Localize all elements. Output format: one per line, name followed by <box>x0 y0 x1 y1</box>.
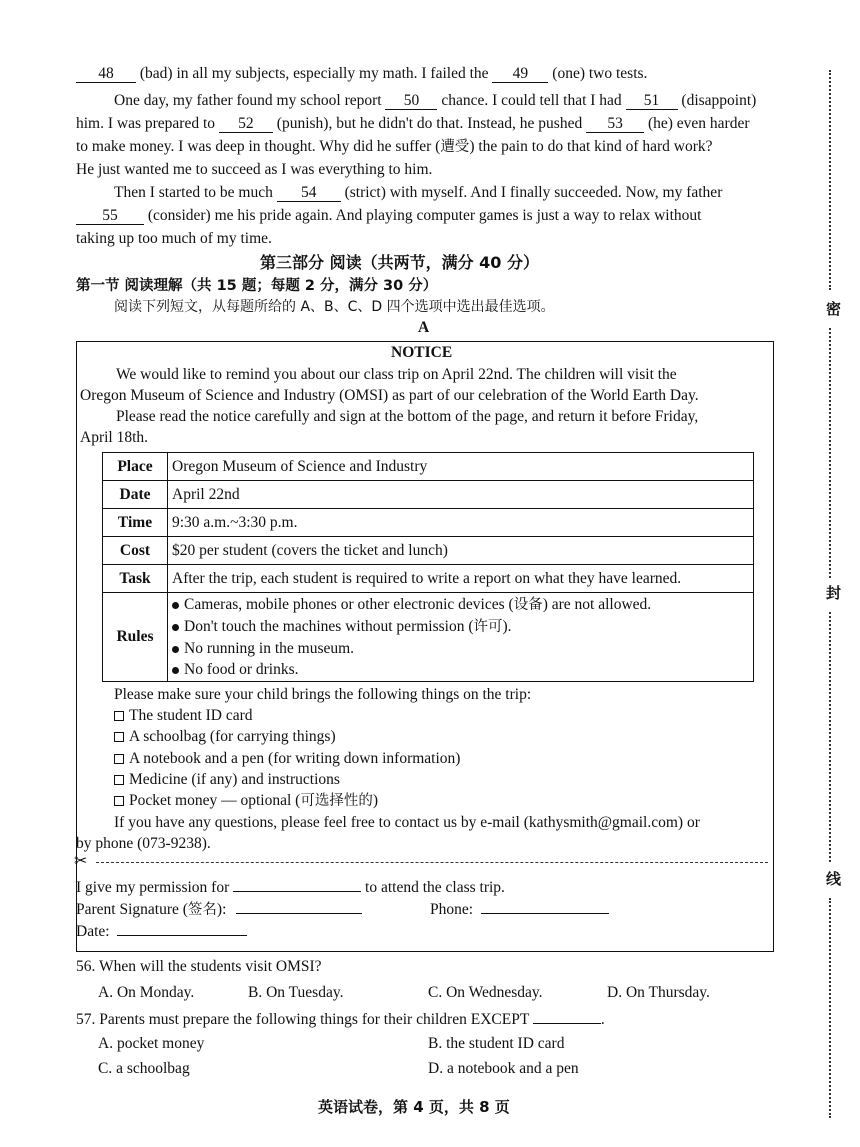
contact-line-b: by phone (073-9238). <box>76 835 211 852</box>
seal-mark-mi: 密 <box>826 300 842 318</box>
task-value: After the trip, each student is required to write a report on what they have learned. <box>168 565 754 593</box>
q56-option-b[interactable]: B. On Tuesday. <box>248 984 344 1001</box>
table-row <box>103 481 754 509</box>
rule-item: Don't touch the machines without permission (许可). <box>172 616 749 638</box>
question-56: 56. When will the students visit OMSI? <box>76 958 322 975</box>
cost-header: Cost <box>103 537 168 565</box>
blank-51[interactable]: 51 <box>626 93 678 110</box>
para-line-7: 55 (consider) me his pride again. And playing computer games is just a way to relax without <box>76 206 701 226</box>
para-line-4: to make money. I was deep in thought. Why did he suffer (遭受) the pain to do that kind of hard work? <box>76 138 713 155</box>
q56-option-a[interactable]: A. On Monday. <box>98 984 195 1001</box>
rule-item: No food or drinks. <box>172 659 749 680</box>
checklist-item: A schoolbag (for carrying things) <box>114 727 336 747</box>
binding-dotted-line <box>829 898 833 1118</box>
checkbox-icon <box>114 754 124 764</box>
date-line: Date: <box>76 922 247 942</box>
section-subtitle: 第一节 阅读理解（共 15 题；每题 2 分，满分 30 分） <box>76 278 438 294</box>
table-row <box>103 453 754 481</box>
bullet-icon <box>172 667 179 674</box>
blank-48[interactable]: 48 <box>76 66 136 83</box>
table-row <box>103 593 754 682</box>
para-line-8: taking up too much of my time. <box>76 230 272 247</box>
q56-option-c[interactable]: C. On Wednesday. <box>428 984 543 1001</box>
rule-item: No running in the museum. <box>172 638 749 659</box>
table-row <box>103 509 754 537</box>
cut-line <box>96 862 768 863</box>
place-header: Place <box>103 453 168 481</box>
date-value: April 22nd <box>168 481 754 509</box>
time-header: Time <box>103 509 168 537</box>
q57-option-a[interactable]: A. pocket money <box>98 1035 205 1052</box>
seal-mark-xian: 线 <box>826 870 842 888</box>
phone-field[interactable] <box>481 913 609 914</box>
bullet-icon <box>172 602 179 609</box>
bullet-icon <box>172 646 179 653</box>
place-value: Oregon Museum of Science and Industry <box>168 453 754 481</box>
trip-info-table <box>102 452 754 682</box>
blank-53[interactable]: 53 <box>586 116 644 133</box>
passage-label: A <box>418 319 430 336</box>
phone-line: Phone: <box>430 900 609 920</box>
contact-line-a: If you have any questions, please feel free to contact us by e-mail (kathysmith@gmail.com) or <box>114 814 700 831</box>
blank-55[interactable]: 55 <box>76 208 144 225</box>
checklist-item: Pocket money — optional (可选择性的) <box>114 791 378 811</box>
cost-value: $20 per student (covers the ticket and lunch) <box>168 537 754 565</box>
checklist-item: The student ID card <box>114 706 253 726</box>
checkbox-icon <box>114 732 124 742</box>
signature-field[interactable] <box>236 913 362 914</box>
blank-52[interactable]: 52 <box>219 116 273 133</box>
binding-dotted-line <box>829 612 833 862</box>
notice-para-1b: Oregon Museum of Science and Industry (OMSI) as part of our celebration of the World Earth Day. <box>80 387 699 404</box>
para-line-5: He just wanted me to succeed as I was everything to him. <box>76 161 433 178</box>
checklist-item: Medicine (if any) and instructions <box>114 770 340 790</box>
binding-dotted-line <box>829 328 833 578</box>
table-row <box>103 537 754 565</box>
rules-value <box>168 593 754 682</box>
section-title: 第三部分 阅读（共两节，满分 40 分） <box>260 253 539 272</box>
notice-para-1a: We would like to remind you about our class trip on April 22nd. The children will visit the <box>116 366 677 383</box>
para-line-1: 48 (bad) in all my subjects, especially my math. I failed the 49 (one) two tests. <box>76 64 647 84</box>
checkbox-icon <box>114 775 124 785</box>
table-row <box>103 565 754 593</box>
date-header: Date <box>103 481 168 509</box>
blank-49[interactable]: 49 <box>492 66 548 83</box>
bring-intro: Please make sure your child brings the following things on the trip: <box>114 686 532 703</box>
notice-para-2b: April 18th. <box>80 429 149 446</box>
blank-54[interactable]: 54 <box>277 185 341 202</box>
q57-answer-blank[interactable] <box>533 1023 601 1024</box>
task-header: Task <box>103 565 168 593</box>
page-footer: 英语试卷，第 4 页，共 8 页 <box>318 1098 510 1116</box>
q57-option-d[interactable]: D. a notebook and a pen <box>428 1060 579 1077</box>
scissors-icon: ✂ <box>74 851 88 870</box>
checklist-item: A notebook and a pen (for writing down information) <box>114 749 460 769</box>
child-name-field[interactable] <box>233 891 361 892</box>
q57-option-c[interactable]: C. a schoolbag <box>98 1060 190 1077</box>
signature-line: Parent Signature (签名): <box>76 900 362 920</box>
q57-option-b[interactable]: B. the student ID card <box>428 1035 565 1052</box>
section-instruction: 阅读下列短文，从每题所给的 A、B、C、D 四个选项中选出最佳选项。 <box>114 299 555 315</box>
checkbox-icon <box>114 796 124 806</box>
question-57: 57. Parents must prepare the following things for their children EXCEPT . <box>76 1011 605 1028</box>
bullet-icon <box>172 624 179 631</box>
rule-item: Cameras, mobile phones or other electronic devices (设备) are not allowed. <box>172 594 749 616</box>
checkbox-icon <box>114 711 124 721</box>
notice-title: NOTICE <box>391 344 453 361</box>
seal-mark-feng: 封 <box>826 584 842 602</box>
date-field[interactable] <box>117 935 247 936</box>
q56-option-d[interactable]: D. On Thursday. <box>607 984 710 1001</box>
para-line-6: Then I started to be much 54 (strict) with myself. And I finally succeeded. Now, my father <box>114 184 723 201</box>
binding-dotted-line <box>829 70 833 290</box>
time-value: 9:30 a.m.~3:30 p.m. <box>168 509 754 537</box>
para-line-3: him. I was prepared to 52 (punish), but he didn't do that. Instead, he pushed 53 (he) even harder <box>76 115 750 132</box>
para-line-2: One day, my father found my school report 50 chance. I could tell that I had 51 (disappoint) <box>114 92 757 109</box>
blank-50[interactable]: 50 <box>385 93 437 110</box>
permission-line: I give my permission for to attend the class trip. <box>76 879 505 896</box>
notice-para-2a: Please read the notice carefully and sign at the bottom of the page, and return it before Friday, <box>116 408 699 425</box>
rules-header: Rules <box>103 593 168 682</box>
